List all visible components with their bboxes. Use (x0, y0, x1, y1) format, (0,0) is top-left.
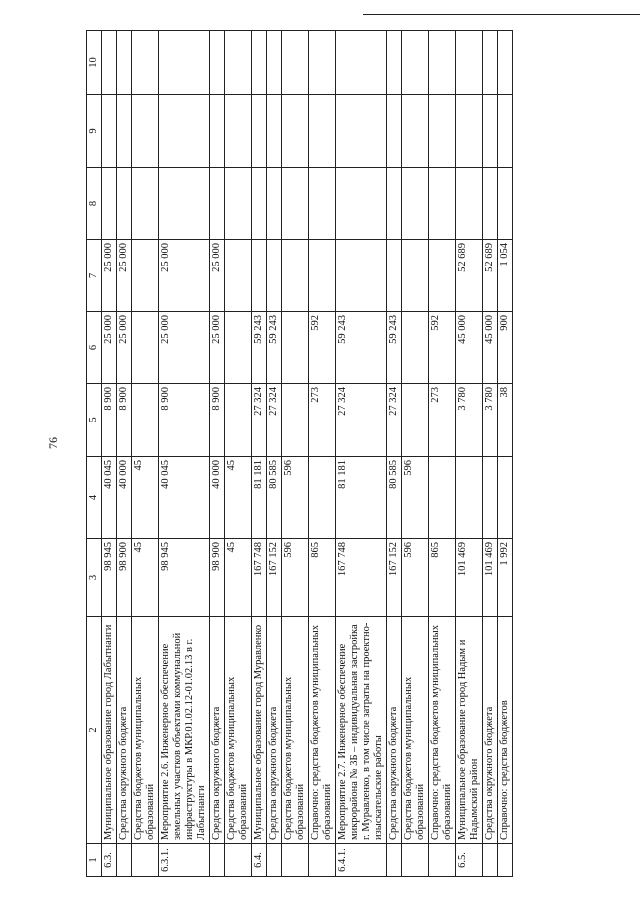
value-cell-col-7: 25 000 (159, 240, 210, 312)
header-cell-7: 7 (87, 240, 102, 312)
value-cell-col-9 (456, 95, 483, 168)
table-row (483, 31, 498, 877)
table-row (282, 31, 309, 877)
value-cell-col-8 (225, 168, 252, 240)
table-row (402, 31, 429, 877)
value-cell-col-6: 25 000 (210, 312, 225, 384)
value-cell-col-8 (309, 168, 336, 240)
value-cell-col-4: 40 000 (210, 457, 225, 539)
row-index-cell (267, 844, 282, 877)
table-row (225, 31, 252, 877)
value-cell-col-7 (132, 240, 159, 312)
table-row (387, 31, 402, 877)
value-cell-col-4: 40 045 (102, 457, 117, 539)
value-cell-col-7: 25 000 (102, 240, 117, 312)
row-description-cell: Мероприятие 2.7. Инженерное обеспечение микрорайона № 3Б – индивидуальная застройка г. Муравленко, в том числе затраты на проектно-изыскательские работы (336, 617, 387, 844)
value-cell-col-8 (456, 168, 483, 240)
value-cell-col-3: 865 (429, 539, 456, 617)
table-header-row (87, 31, 102, 877)
value-cell-col-5 (402, 384, 429, 457)
value-cell-col-7: 25 000 (210, 240, 225, 312)
value-cell-col-6 (282, 312, 309, 384)
value-cell-col-4: 45 (132, 457, 159, 539)
value-cell-col-3: 98 945 (102, 539, 117, 617)
top-rule (363, 14, 640, 15)
row-index-cell (387, 844, 402, 877)
row-index-cell (402, 844, 429, 877)
value-cell-col-9 (429, 95, 456, 168)
table-row (267, 31, 282, 877)
value-cell-col-5 (132, 384, 159, 457)
value-cell-col-4 (429, 457, 456, 539)
value-cell-col-3: 865 (309, 539, 336, 617)
value-cell-col-6: 59 243 (387, 312, 402, 384)
value-cell-col-5: 8 900 (102, 384, 117, 457)
row-description-cell: Средства окружного бюджета (210, 617, 225, 844)
value-cell-col-8 (282, 168, 309, 240)
value-cell-col-7 (402, 240, 429, 312)
row-index-cell (282, 844, 309, 877)
value-cell-col-9 (267, 95, 282, 168)
row-index-cell (498, 844, 513, 877)
value-cell-col-8 (498, 168, 513, 240)
value-cell-col-8 (483, 168, 498, 240)
value-cell-col-6: 59 243 (252, 312, 267, 384)
row-description-cell: Муниципальное образование город Муравленко (252, 617, 267, 844)
table-row (498, 31, 513, 877)
value-cell-col-6: 45 000 (483, 312, 498, 384)
value-cell-col-5: 27 324 (336, 384, 387, 457)
value-cell-col-10 (309, 31, 336, 95)
row-description-cell: Средства окружного бюджета (483, 617, 498, 844)
header-cell-10: 10 (87, 31, 102, 95)
value-cell-col-3: 1 992 (498, 539, 513, 617)
value-cell-col-5: 3 780 (483, 384, 498, 457)
value-cell-col-8 (210, 168, 225, 240)
value-cell-col-3: 98 900 (210, 539, 225, 617)
value-cell-col-5 (225, 384, 252, 457)
table-row (456, 31, 483, 877)
header-cell-4: 4 (87, 457, 102, 539)
value-cell-col-6: 59 243 (267, 312, 282, 384)
value-cell-col-5 (282, 384, 309, 457)
value-cell-col-5: 27 324 (267, 384, 282, 457)
header-cell-5: 5 (87, 384, 102, 457)
table-row (159, 31, 210, 877)
value-cell-col-8 (402, 168, 429, 240)
row-index-cell (429, 844, 456, 877)
value-cell-col-3: 596 (282, 539, 309, 617)
row-index-cell: 6.3. (102, 844, 117, 877)
table-row (252, 31, 267, 877)
value-cell-col-8 (252, 168, 267, 240)
value-cell-col-5: 38 (498, 384, 513, 457)
value-cell-col-3: 596 (402, 539, 429, 617)
value-cell-col-5: 273 (309, 384, 336, 457)
value-cell-col-6: 592 (429, 312, 456, 384)
value-cell-col-7 (282, 240, 309, 312)
table-row (117, 31, 132, 877)
row-index-cell: 6.5. (456, 844, 483, 877)
value-cell-col-5: 8 900 (117, 384, 132, 457)
row-description-cell: Средства окружного бюджета (387, 617, 402, 844)
value-cell-col-10 (267, 31, 282, 95)
value-cell-col-3: 167 152 (387, 539, 402, 617)
row-description-cell: Справочно: средства бюджетов муниципальных образований (429, 617, 456, 844)
value-cell-col-9 (309, 95, 336, 168)
value-cell-col-7 (336, 240, 387, 312)
value-cell-col-10 (159, 31, 210, 95)
value-cell-col-6: 45 000 (456, 312, 483, 384)
value-cell-col-3: 101 469 (456, 539, 483, 617)
row-description-cell: Средства бюджетов муниципальных образований (402, 617, 429, 844)
value-cell-col-10 (336, 31, 387, 95)
row-description-cell: Средства окружного бюджета (117, 617, 132, 844)
value-cell-col-7 (429, 240, 456, 312)
value-cell-col-3: 167 748 (336, 539, 387, 617)
value-cell-col-9 (483, 95, 498, 168)
row-index-cell (225, 844, 252, 877)
value-cell-col-6: 59 243 (336, 312, 387, 384)
value-cell-col-10 (117, 31, 132, 95)
value-cell-col-8 (336, 168, 387, 240)
row-index-cell (117, 844, 132, 877)
value-cell-col-10 (225, 31, 252, 95)
row-description-cell: Средства бюджетов муниципальных образований (282, 617, 309, 844)
value-cell-col-9 (282, 95, 309, 168)
table-row (210, 31, 225, 877)
table-row (102, 31, 117, 877)
value-cell-col-8 (159, 168, 210, 240)
value-cell-col-4: 81 181 (336, 457, 387, 539)
value-cell-col-6 (225, 312, 252, 384)
row-description-cell: Муниципальное образование город Надым и Надымский район (456, 617, 483, 844)
table-body (102, 31, 513, 877)
value-cell-col-7: 25 000 (117, 240, 132, 312)
value-cell-col-10 (282, 31, 309, 95)
value-cell-col-10 (429, 31, 456, 95)
value-cell-col-10 (210, 31, 225, 95)
value-cell-col-10 (132, 31, 159, 95)
header-cell-8: 8 (87, 168, 102, 240)
value-cell-col-4: 81 181 (252, 457, 267, 539)
value-cell-col-9 (387, 95, 402, 168)
value-cell-col-9 (498, 95, 513, 168)
row-index-cell (210, 844, 225, 877)
rotated-page (85, 29, 635, 877)
value-cell-col-5: 8 900 (159, 384, 210, 457)
row-index-cell: 6.4.1. (336, 844, 387, 877)
row-description-cell: Муниципальное образование город Лабытнанги (102, 617, 117, 844)
row-description-cell: Мероприятие 2.6. Инженерное обеспечение земельных участков объектами коммунальной инфраструктуры в МКР.01.02.12-01.02.13 в г. Лабытнанги (159, 617, 210, 844)
row-description-cell: Справочно: средства бюджетов муниципальных образований (309, 617, 336, 844)
value-cell-col-7 (309, 240, 336, 312)
value-cell-col-6: 592 (309, 312, 336, 384)
value-cell-col-7 (387, 240, 402, 312)
value-cell-col-4: 596 (282, 457, 309, 539)
value-cell-col-4: 40 045 (159, 457, 210, 539)
value-cell-col-3: 98 900 (117, 539, 132, 617)
header-cell-9: 9 (87, 95, 102, 168)
value-cell-col-4: 40 000 (117, 457, 132, 539)
value-cell-col-4: 80 585 (267, 457, 282, 539)
value-cell-col-8 (267, 168, 282, 240)
value-cell-col-4 (483, 457, 498, 539)
table-row (309, 31, 336, 877)
value-cell-col-4 (309, 457, 336, 539)
value-cell-col-6 (132, 312, 159, 384)
value-cell-col-10 (102, 31, 117, 95)
row-index-cell (132, 844, 159, 877)
value-cell-col-6: 900 (498, 312, 513, 384)
value-cell-col-3: 167 748 (252, 539, 267, 617)
value-cell-col-8 (132, 168, 159, 240)
value-cell-col-10 (252, 31, 267, 95)
value-cell-col-10 (456, 31, 483, 95)
row-index-cell (309, 844, 336, 877)
table-row (132, 31, 159, 877)
value-cell-col-10 (483, 31, 498, 95)
value-cell-col-9 (252, 95, 267, 168)
value-cell-col-8 (102, 168, 117, 240)
row-description-cell: Средства бюджетов муниципальных образований (132, 617, 159, 844)
value-cell-col-7 (225, 240, 252, 312)
value-cell-col-7 (267, 240, 282, 312)
value-cell-col-6 (402, 312, 429, 384)
value-cell-col-3: 98 945 (159, 539, 210, 617)
value-cell-col-5: 273 (429, 384, 456, 457)
budget-table (86, 30, 513, 877)
value-cell-col-3: 167 152 (267, 539, 282, 617)
value-cell-col-4: 45 (225, 457, 252, 539)
value-cell-col-9 (117, 95, 132, 168)
value-cell-col-5: 27 324 (252, 384, 267, 457)
value-cell-col-3: 101 469 (483, 539, 498, 617)
value-cell-col-9 (402, 95, 429, 168)
value-cell-col-4 (456, 457, 483, 539)
value-cell-col-8 (429, 168, 456, 240)
value-cell-col-9 (132, 95, 159, 168)
header-cell-3: 3 (87, 539, 102, 617)
value-cell-col-4: 596 (402, 457, 429, 539)
value-cell-col-9 (225, 95, 252, 168)
row-index-cell (483, 844, 498, 877)
value-cell-col-6: 25 000 (159, 312, 210, 384)
value-cell-col-9 (102, 95, 117, 168)
value-cell-col-7: 1 054 (498, 240, 513, 312)
table-row (429, 31, 456, 877)
row-description-cell: Средства окружного бюджета (267, 617, 282, 844)
value-cell-col-9 (336, 95, 387, 168)
value-cell-col-6: 25 000 (117, 312, 132, 384)
header-cell-1: 1 (87, 844, 102, 877)
value-cell-col-9 (159, 95, 210, 168)
value-cell-col-4: 80 585 (387, 457, 402, 539)
value-cell-col-7 (252, 240, 267, 312)
value-cell-col-7: 52 689 (456, 240, 483, 312)
header-cell-2: 2 (87, 617, 102, 844)
value-cell-col-8 (117, 168, 132, 240)
value-cell-col-10 (498, 31, 513, 95)
row-description-cell: Справочно: средства бюджетов (498, 617, 513, 844)
value-cell-col-7: 52 689 (483, 240, 498, 312)
value-cell-col-10 (402, 31, 429, 95)
row-index-cell: 6.3.1. (159, 844, 210, 877)
header-cell-6: 6 (87, 312, 102, 384)
value-cell-col-5: 8 900 (210, 384, 225, 457)
page-number: 76 (46, 437, 60, 449)
value-cell-col-10 (387, 31, 402, 95)
value-cell-col-9 (210, 95, 225, 168)
value-cell-col-3: 45 (132, 539, 159, 617)
row-description-cell: Средства бюджетов муниципальных образований (225, 617, 252, 844)
value-cell-col-6: 25 000 (102, 312, 117, 384)
value-cell-col-8 (387, 168, 402, 240)
row-index-cell: 6.4. (252, 844, 267, 877)
table-row (336, 31, 387, 877)
value-cell-col-3: 45 (225, 539, 252, 617)
value-cell-col-5: 27 324 (387, 384, 402, 457)
value-cell-col-4 (498, 457, 513, 539)
value-cell-col-5: 3 780 (456, 384, 483, 457)
